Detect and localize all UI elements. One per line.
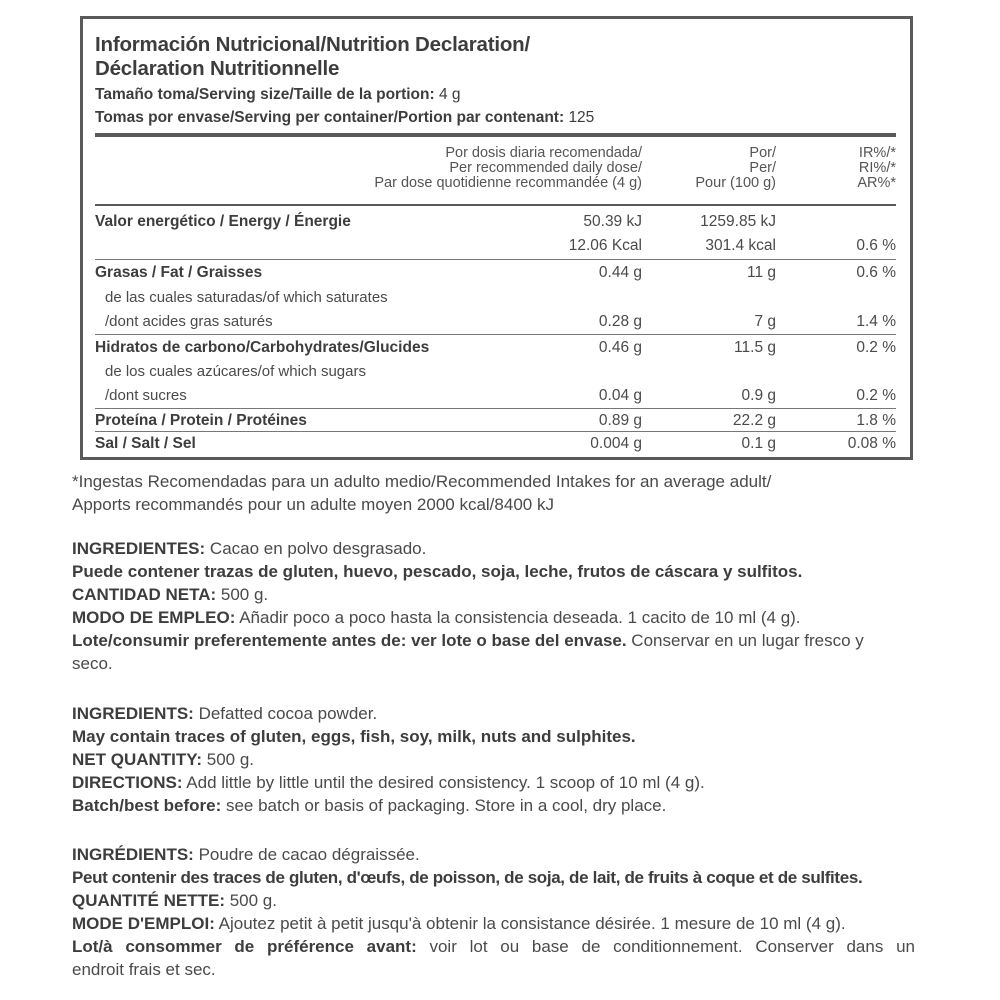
header-rule bbox=[95, 133, 896, 137]
fr-allergens-text: Peut contenir des traces de gluten, d'œufs, de poisson, de soja, de lait, de fruits à coque et de sulfites. bbox=[72, 868, 863, 887]
row-value-dose: 0.44 g bbox=[598, 264, 642, 281]
table-row-saturates bbox=[95, 286, 896, 310]
nutrition-panel bbox=[80, 16, 913, 460]
es-batch-cont: seco. bbox=[72, 654, 113, 673]
header-col-ri bbox=[857, 146, 896, 191]
section-spanish bbox=[72, 537, 932, 675]
en-net-quantity bbox=[72, 748, 932, 771]
table-row-saturates-values bbox=[95, 310, 896, 334]
fr-ingredients-label: INGRÉDIENTS: bbox=[72, 845, 194, 864]
table-row-energy-kcal bbox=[95, 234, 896, 258]
row-label: /dont sucres bbox=[105, 387, 187, 404]
es-net-value: 500 g. bbox=[216, 585, 269, 604]
row-value-100g: 0.9 g bbox=[741, 387, 776, 404]
row-value-dose: 0.89 g bbox=[598, 412, 642, 429]
row-divider bbox=[95, 259, 896, 260]
header-col-ri-line: RI%/* bbox=[858, 160, 896, 176]
section-french bbox=[72, 843, 932, 981]
en-directions-value: Add little by little until the desired consistency. 1 scoop of 10 ml (4 g). bbox=[182, 773, 705, 792]
header-col-100g-line: Per/ bbox=[749, 160, 776, 176]
es-batch bbox=[72, 629, 932, 652]
row-label: Grasas / Fat / Graisses bbox=[95, 264, 263, 281]
fr-net-label: QUANTITÉ NETTE: bbox=[72, 891, 225, 910]
en-net-label: NET QUANTITY: bbox=[72, 750, 203, 769]
header-col-dose-line: Par dose quotidienne recommandée (4 g) bbox=[374, 175, 642, 191]
row-value-100g: 11 g bbox=[746, 264, 776, 281]
row-value-100g: 301.4 kcal bbox=[705, 237, 776, 254]
row-value-100g: 11.5 g bbox=[734, 339, 776, 356]
footnote-line-2: Apports recommandés pour un adulte moyen 2000 kcal/8400 kJ bbox=[72, 495, 554, 514]
en-net-value: 500 g. bbox=[202, 750, 255, 769]
row-value-ri: 0.08 % bbox=[847, 435, 896, 452]
header-col-100g bbox=[695, 146, 776, 191]
es-batch-value: Conservar en un lugar fresco y bbox=[626, 631, 864, 650]
row-value-ri: 1.8 % bbox=[856, 412, 896, 429]
es-net-label: CANTIDAD NETA: bbox=[72, 585, 217, 604]
row-value-dose: 0.004 g bbox=[590, 435, 642, 452]
row-value-100g: 0.1 g bbox=[741, 435, 776, 452]
en-ingredients-label: INGREDIENTS: bbox=[72, 704, 194, 723]
en-batch-value: see batch or basis of packaging. Store in a cool, dry place. bbox=[221, 796, 667, 815]
en-directions bbox=[72, 771, 932, 794]
table-row-protein bbox=[95, 409, 896, 433]
en-batch bbox=[72, 794, 932, 817]
row-value-ri: 0.6 % bbox=[856, 237, 896, 254]
servings-per-container bbox=[95, 108, 594, 128]
serving-size-value: 4 g bbox=[438, 86, 461, 103]
en-ingredients bbox=[72, 702, 932, 725]
serving-size-label: Tamaño toma/Serving size/Taille de la portion: bbox=[95, 86, 435, 103]
row-value-dose: 0.46 g bbox=[598, 339, 642, 356]
title-line-2: Déclaration Nutritionnelle bbox=[95, 57, 340, 80]
row-label: de los cuales azúcares/of which sugars bbox=[105, 363, 366, 380]
fr-directions-value: Ajoutez petit à petit jusqu'à obtenir la consistance désirée. 1 mesure de 10 ml (4 g). bbox=[214, 914, 846, 933]
es-allergens-text: Puede contener trazas de gluten, huevo, pescado, soja, leche, frutos de cáscara y sulfitos. bbox=[72, 562, 803, 581]
row-value-ri: 0.6 % bbox=[856, 264, 896, 281]
es-net-quantity bbox=[72, 583, 932, 606]
fr-allergens bbox=[72, 866, 932, 889]
row-label: Hidratos de carbono/Carbohydrates/Glucides bbox=[95, 339, 430, 356]
fr-batch-label: Lot/à consommer de préférence avant: bbox=[72, 937, 417, 956]
row-value-ri: 0.2 % bbox=[856, 387, 896, 404]
table-row-sugars bbox=[95, 360, 896, 384]
header-col-ri-line: AR%* bbox=[857, 175, 896, 191]
serving-size bbox=[95, 85, 461, 105]
header-col-ri-line: IR%/* bbox=[858, 145, 896, 161]
header-col-dose bbox=[374, 146, 642, 191]
es-directions-label: MODO DE EMPLEO: bbox=[72, 608, 236, 627]
fr-ingredients-value: Poudre de cacao dégraissée. bbox=[193, 845, 420, 864]
en-batch-label: Batch/best before: bbox=[72, 796, 222, 815]
row-label: /dont acides gras saturés bbox=[105, 313, 273, 330]
header-col-100g-line: Pour (100 g) bbox=[695, 175, 776, 191]
table-row-energy-kj bbox=[95, 210, 896, 234]
es-directions-value: Añadir poco a poco hasta la consistencia deseada. 1 cacito de 10 ml (4 g). bbox=[235, 608, 801, 627]
fr-directions bbox=[72, 912, 932, 935]
table-row-carbohydrates bbox=[95, 336, 896, 360]
row-value-dose: 50.39 kJ bbox=[583, 213, 642, 230]
row-label: Proteína / Protein / Protéines bbox=[95, 412, 307, 429]
row-label: de las cuales saturadas/of which saturates bbox=[105, 289, 388, 306]
row-value-100g: 1259.85 kJ bbox=[700, 213, 776, 230]
section-english bbox=[72, 702, 932, 817]
row-value-100g: 22.2 g bbox=[732, 412, 776, 429]
row-divider bbox=[95, 334, 896, 335]
es-batch-label: Lote/consumir preferentemente antes de: ver lote o base del envase. bbox=[72, 631, 627, 650]
fr-batch bbox=[72, 935, 915, 958]
es-ingredients-value: Cacao en polvo desgrasado. bbox=[205, 539, 427, 558]
footnote-line-1: *Ingestas Recomendadas para un adulto medio/Recommended Intakes for an average adult/ bbox=[72, 472, 772, 491]
servings-label: Tomas por envase/Serving per container/Portion par contenant: bbox=[95, 109, 565, 126]
es-ingredients bbox=[72, 537, 932, 560]
header-bottom-rule bbox=[95, 204, 896, 206]
fr-ingredients bbox=[72, 843, 932, 866]
row-value-dose: 0.28 g bbox=[598, 313, 642, 330]
servings-value: 125 bbox=[568, 109, 595, 126]
footnote bbox=[72, 470, 932, 516]
header-col-dose-line: Por dosis diaria recomendada/ bbox=[445, 145, 642, 161]
es-allergens bbox=[72, 560, 932, 583]
row-value-dose: 12.06 Kcal bbox=[568, 237, 642, 254]
row-value-dose: 0.04 g bbox=[598, 387, 642, 404]
table-row-salt bbox=[95, 432, 896, 456]
en-allergens-text: May contain traces of gluten, eggs, fish, soy, milk, nuts and sulphites. bbox=[72, 727, 636, 746]
fr-net-value: 500 g. bbox=[225, 891, 277, 910]
table-row-fat bbox=[95, 261, 896, 285]
title-line-1: Información Nutricional/Nutrition Declaration/ bbox=[95, 33, 531, 56]
header-col-dose-line: Per recommended daily dose/ bbox=[449, 160, 642, 176]
row-value-100g: 7 g bbox=[754, 313, 776, 330]
fr-batch-value: voir lot ou base de conditionnement. Conserver dans un bbox=[416, 937, 915, 956]
es-ingredients-label: INGREDIENTES: bbox=[72, 539, 206, 558]
en-ingredients-value: Defatted cocoa powder. bbox=[193, 704, 378, 723]
row-label: Valor energético / Energy / Énergie bbox=[95, 213, 351, 230]
row-label: Sal / Salt / Sel bbox=[95, 435, 196, 452]
fr-net-quantity bbox=[72, 889, 932, 912]
fr-directions-label: MODE D'EMPLOI: bbox=[72, 914, 215, 933]
table-row-sugars-values bbox=[95, 384, 896, 408]
fr-batch-cont: endroit frais et sec. bbox=[72, 960, 216, 979]
panel-title bbox=[95, 33, 530, 81]
en-allergens bbox=[72, 725, 932, 748]
header-col-100g-line: Por/ bbox=[749, 145, 776, 161]
en-directions-label: DIRECTIONS: bbox=[72, 773, 183, 792]
row-value-ri: 1.4 % bbox=[856, 313, 896, 330]
es-directions bbox=[72, 606, 932, 629]
row-value-ri: 0.2 % bbox=[856, 339, 896, 356]
